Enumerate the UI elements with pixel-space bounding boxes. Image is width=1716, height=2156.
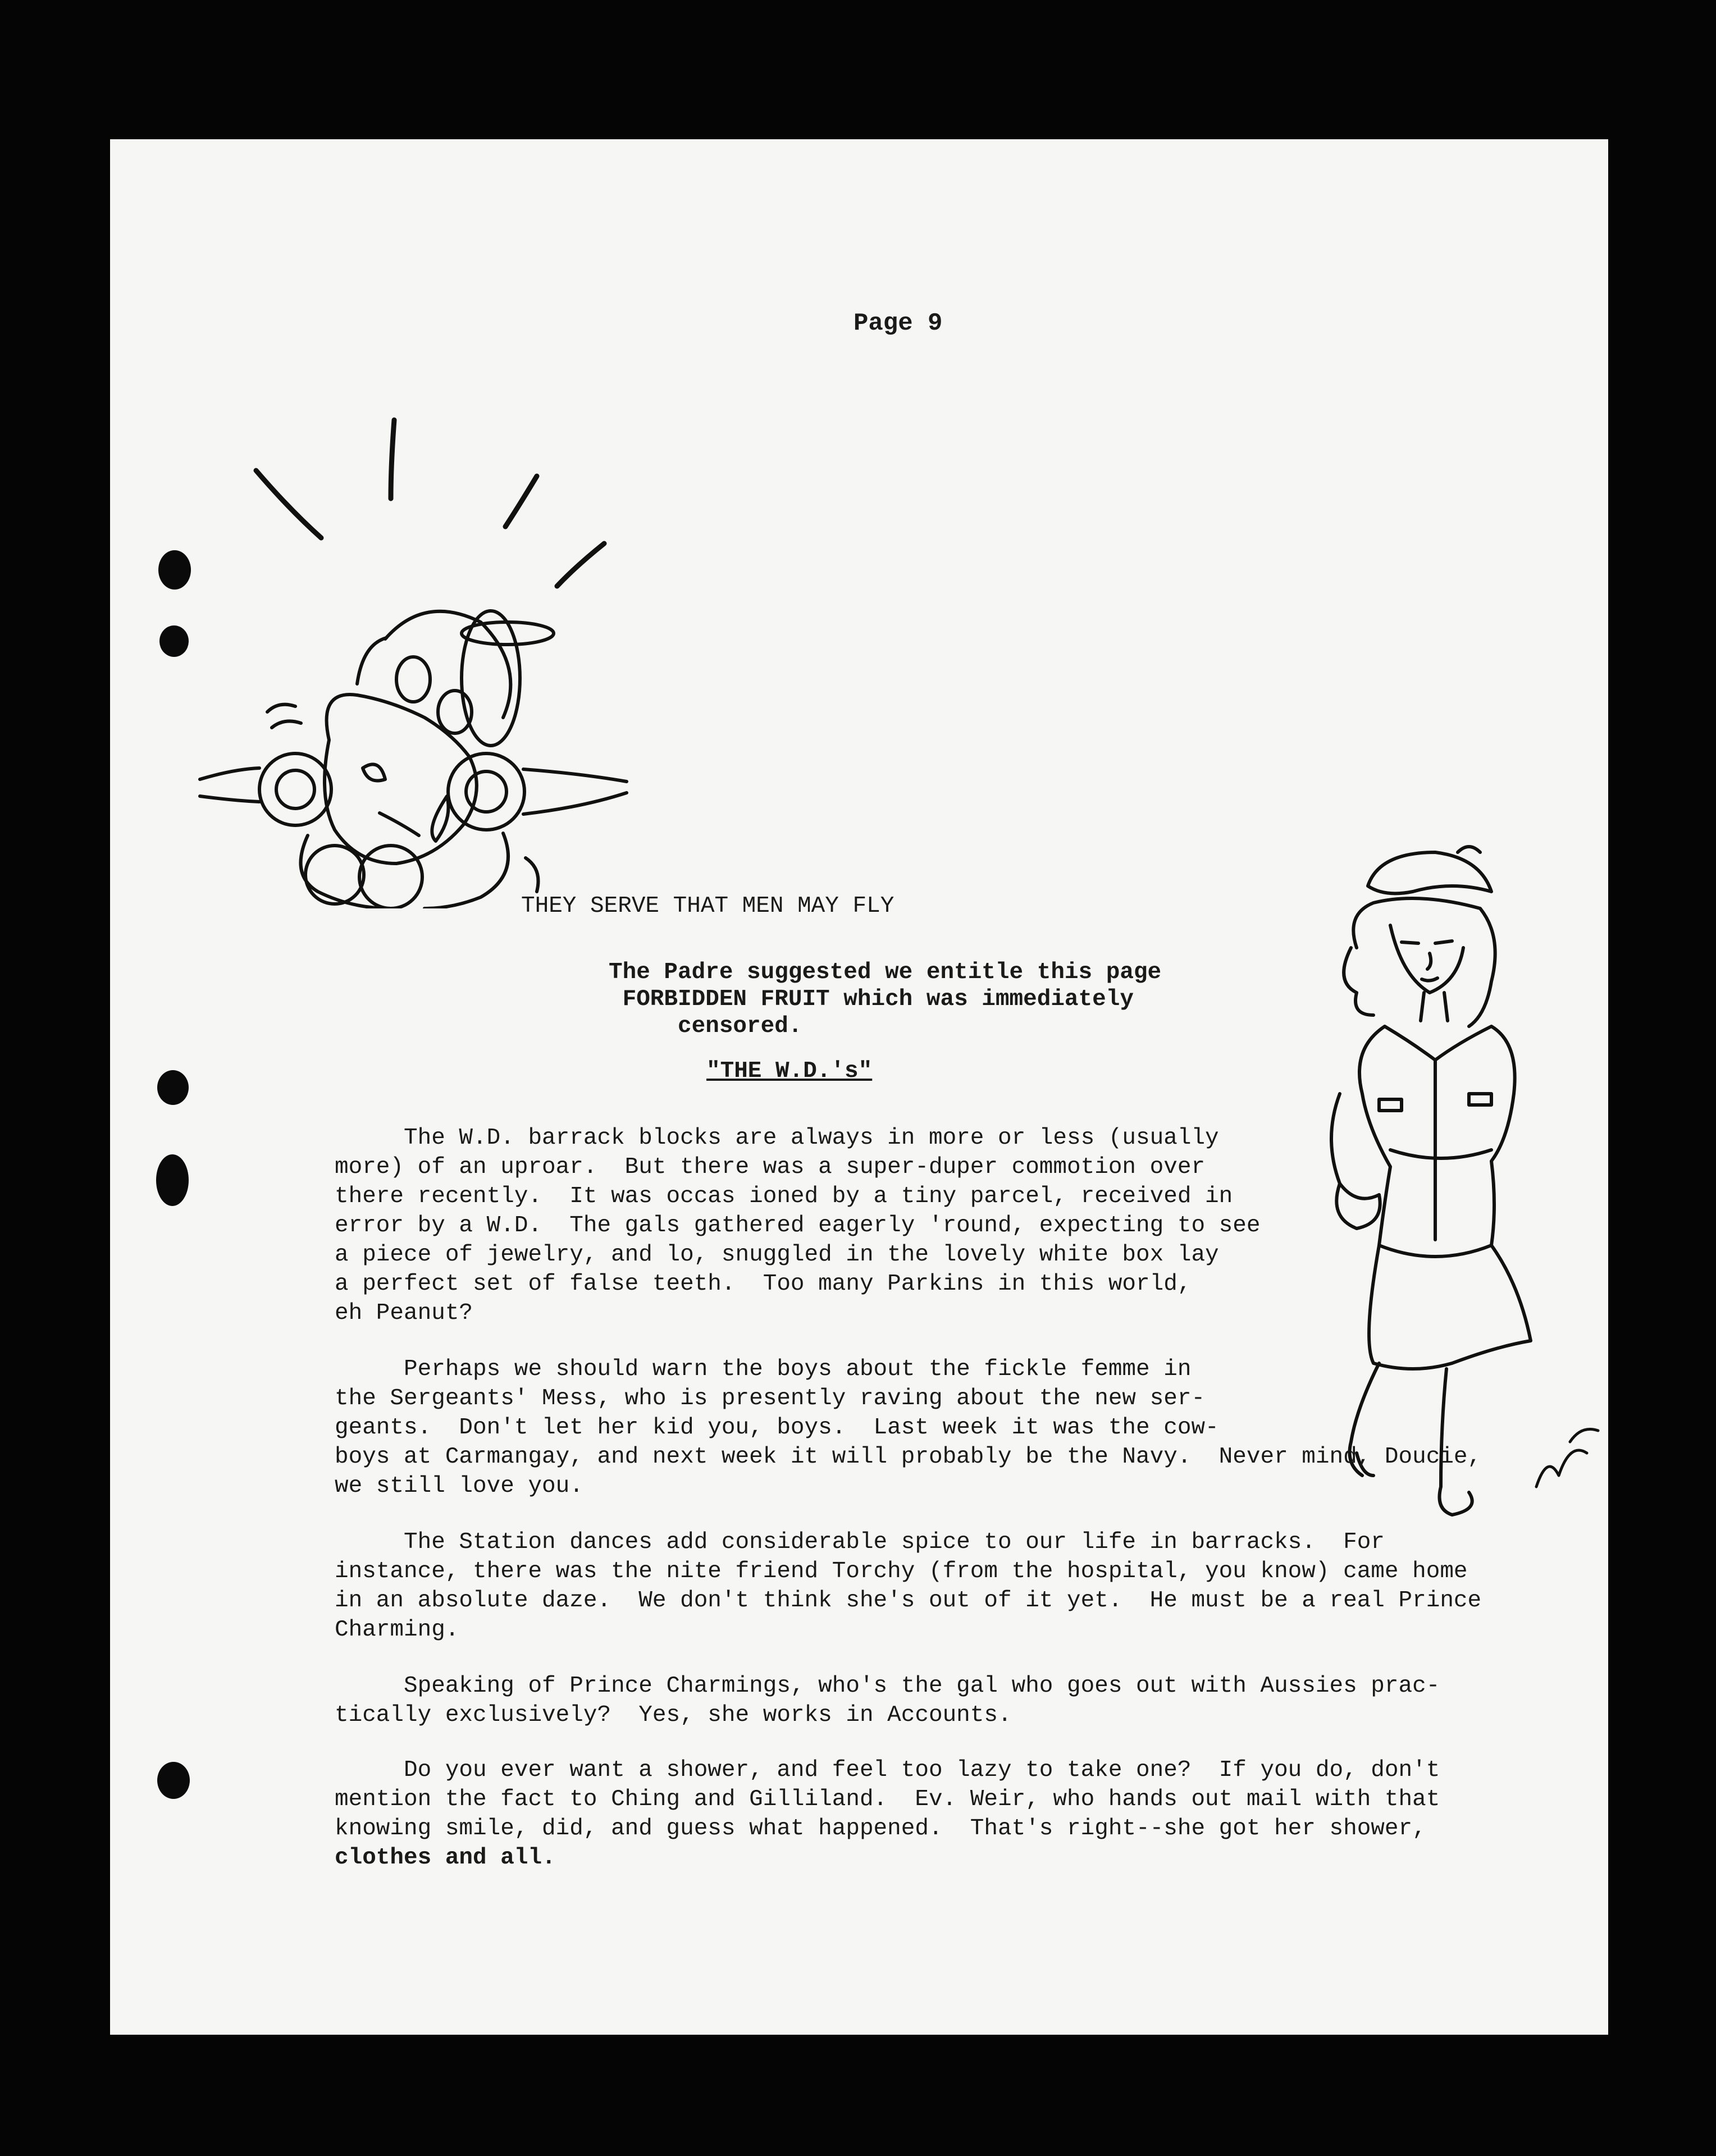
punch-hole-2 — [159, 625, 189, 657]
paragraph-3-line-1: The Station dances add considerable spice to our life in barracks. For — [335, 1529, 1385, 1555]
paragraph-5-line-1: Do you ever want a shower, and feel too lazy to take one? If you do, don't — [335, 1757, 1440, 1783]
paragraph-3-line-2: instance, there was the nite friend Torchy (from the hospital, you know) came home — [335, 1559, 1468, 1584]
paragraph-2-line-2: the Sergeants' Mess, who is presently raving about the new ser- — [335, 1386, 1206, 1412]
paragraph-2-line-1: Perhaps we should warn the boys about the fickle femme in — [335, 1356, 1192, 1382]
paragraph-1-line-5: a piece of jewelry, and lo, snuggled in the lovely white box lay — [335, 1242, 1219, 1268]
punch-hole-3 — [157, 1070, 189, 1105]
intro-line-3: censored. — [609, 1013, 802, 1039]
paragraph-5-line-4: clothes and all. — [335, 1845, 556, 1871]
paragraph-5-line-3: knowing smile, did, and guess what happened. That's right--she got her shower, — [335, 1816, 1426, 1842]
paragraph-5-line-2: mention the fact to Ching and Gilliland. Ev. Weir, who hands out mail with that — [335, 1787, 1440, 1812]
intro-line-2: FORBIDDEN FRUIT which was immediately — [609, 986, 1134, 1012]
intro-line-1: The Padre suggested we entitle this page — [609, 960, 1162, 985]
page-title: THEY SERVE THAT MEN MAY FLY — [521, 893, 894, 919]
punch-hole-1 — [158, 550, 191, 590]
punch-hole-4 — [156, 1154, 189, 1206]
paragraph-1-line-6: a perfect set of false teeth. Too many Parkins in this world, — [335, 1271, 1192, 1297]
paragraph-2-line-5: we still love you. — [335, 1473, 583, 1499]
paragraph-4-line-1: Speaking of Prince Charmings, who's the gal who goes out with Aussies prac- — [335, 1673, 1440, 1699]
paragraph-3-line-3: in an absolute daze. We don't think she's out of it yet. He must be a real Prince — [335, 1588, 1482, 1614]
section-heading: "THE W.D.'s" — [706, 1058, 873, 1084]
page-number: Page 9 — [854, 309, 943, 337]
document-page — [110, 139, 1608, 2035]
paragraph-2-line-3: geants. Don't let her kid you, boys. Last week it was the cow- — [335, 1415, 1219, 1441]
paragraph-2-line-4: boys at Carmangay, and next week it will probably be the Navy. Never mind, Doucie, — [335, 1444, 1482, 1470]
paragraph-1-line-4: error by a W.D. The gals gathered eagerly 'round, expecting to see — [335, 1213, 1261, 1239]
airplane-cartoon-illustration — [189, 274, 784, 908]
paragraph-1-line-7: eh Peanut? — [335, 1300, 473, 1326]
paragraph-4-line-2: tically exclusively? Yes, she works in Accounts. — [335, 1702, 1012, 1728]
paragraph-1-line-3: there recently. It was occas ioned by a tiny parcel, received in — [335, 1184, 1233, 1209]
punch-hole-5 — [157, 1762, 190, 1799]
paragraph-1-line-2: more) of an uproar. But there was a super-duper commotion over — [335, 1154, 1206, 1180]
paragraph-3-line-4: Charming. — [335, 1617, 459, 1643]
paragraph-1-line-1: The W.D. barrack blocks are always in more or less (usually — [335, 1125, 1219, 1151]
